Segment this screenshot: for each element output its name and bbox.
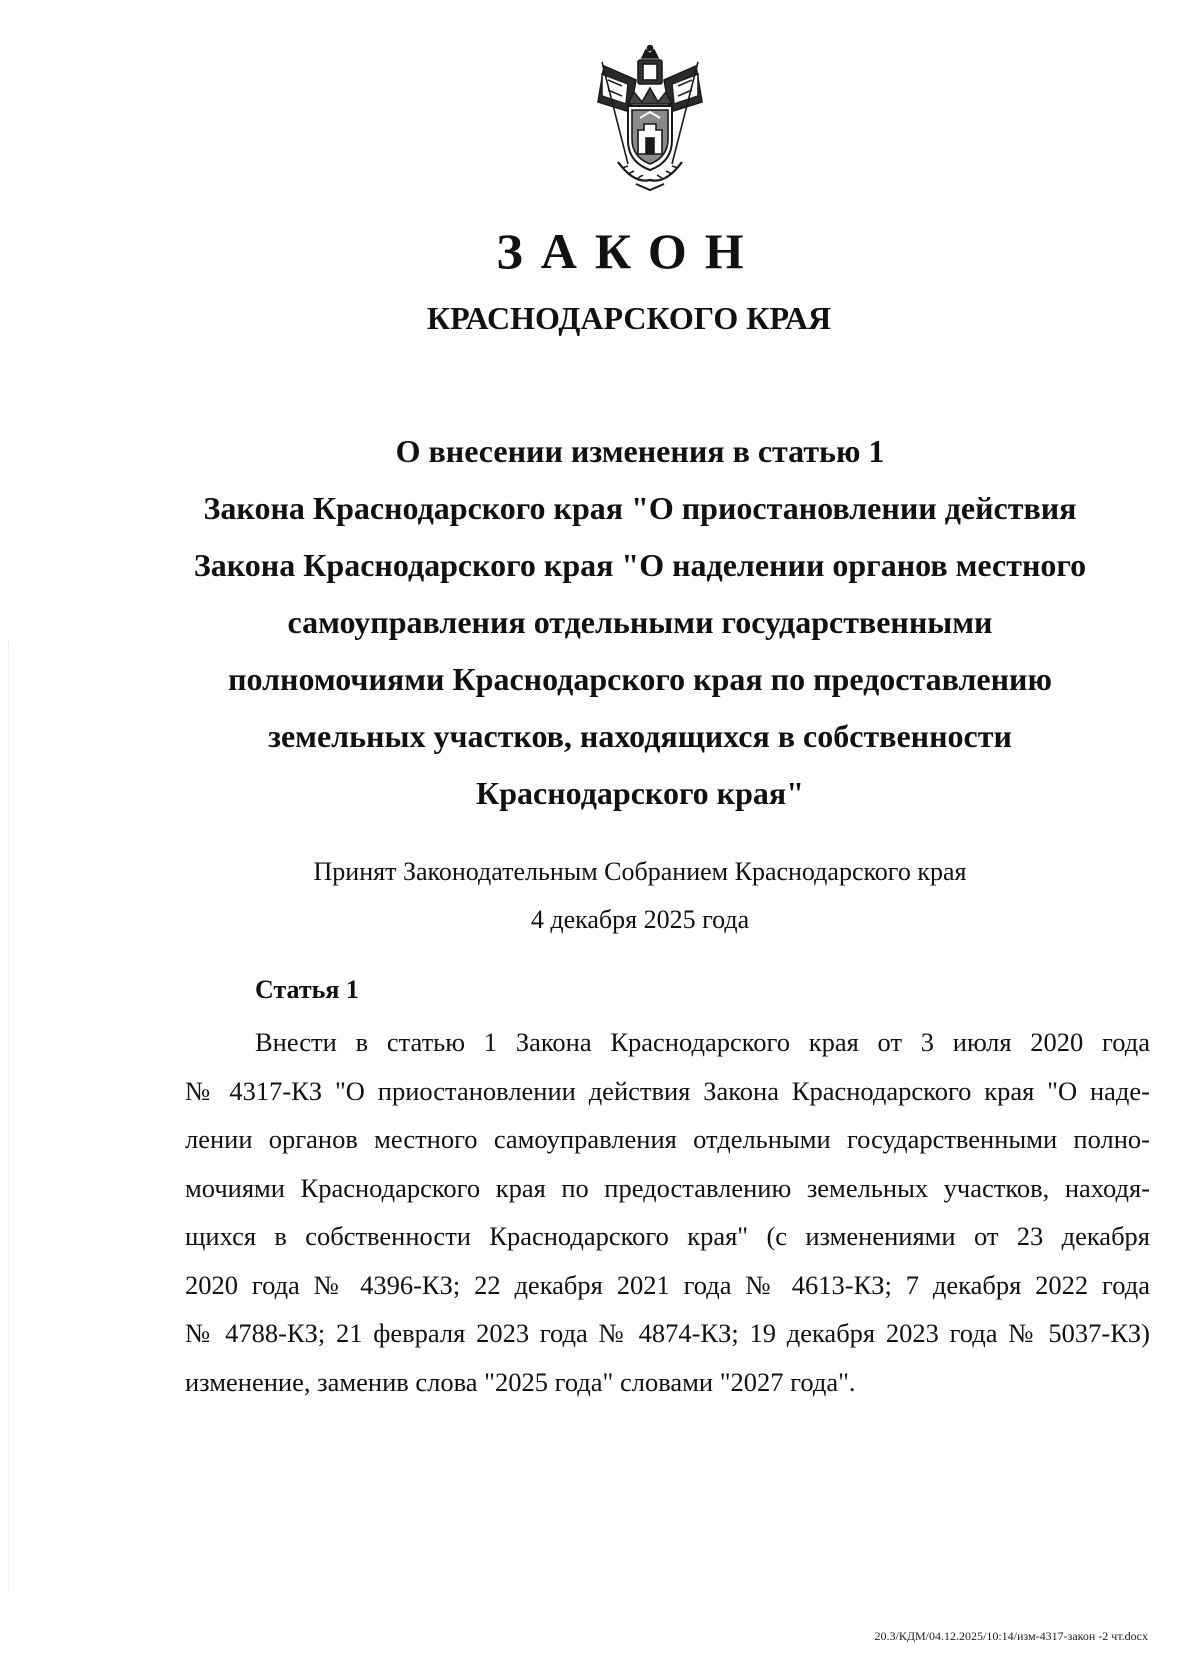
law-name-line: Краснодарского края" (476, 775, 804, 811)
article-line: № 4317-КЗ "О приостановлении действия Закона Краснодарского края "О наде- (185, 1075, 1150, 1106)
law-name-line: самоуправления отдельными государственными (287, 604, 993, 640)
article-line: изменение, заменив слова "2025 года" словами "2027 года". (185, 1366, 856, 1397)
document-file-code: 20.3/КДМ/04.12.2025/10:14/изм-4317-закон -2 чт.docx (874, 1629, 1148, 1643)
adoption-note (190, 848, 1090, 944)
adoption-body: Принят Законодательным Собранием Краснодарского края (313, 857, 967, 886)
article-line: лении органов местного самоуправления отдельными государственными полно- (185, 1124, 1150, 1154)
law-name-line: земельных участков, находящихся в собственности (268, 718, 1012, 754)
article-line: 2020 года № 4396-КЗ; 22 декабря 2021 года № 4613-КЗ; 7 декабря 2022 года (185, 1269, 1150, 1300)
law-name-line: полномочиями Краснодарского края по предоставлению (228, 661, 1052, 697)
law-subtitle: КРАСНОДАРСКОГО КРАЯ (426, 300, 832, 336)
article-heading: Статья 1 (255, 975, 359, 1004)
law-name-line: Закона Краснодарского края "О наделении органов местного (193, 547, 1087, 583)
law-name-line: О внесении изменения в статью 1 (395, 433, 885, 469)
law-name-line: Закона Краснодарского края "О приостановлении действия (203, 490, 1077, 526)
law-name-heading (190, 423, 1090, 822)
scan-edge-artifact (8, 640, 11, 1590)
article-line: щихся в собственности Краснодарского края" (с изменениями от 23 декабря (185, 1221, 1150, 1251)
krasnodar-krai-coat-of-arms-icon (588, 44, 712, 194)
article-body (185, 1018, 1150, 1406)
article-line: Внести в статью 1 Закона Краснодарского края от 3 июля 2020 года (255, 1027, 1150, 1057)
adoption-date: 4 декабря 2025 года (530, 905, 750, 934)
article-line: мочиями Краснодарского края по предоставлению земельных участков, находя- (185, 1172, 1150, 1203)
article-line: № 4788-КЗ; 21 февраля 2023 года № 4874-КЗ; 19 декабря 2023 года № 5037-КЗ) (185, 1318, 1150, 1348)
law-title: ЗАКОН (496, 223, 762, 279)
